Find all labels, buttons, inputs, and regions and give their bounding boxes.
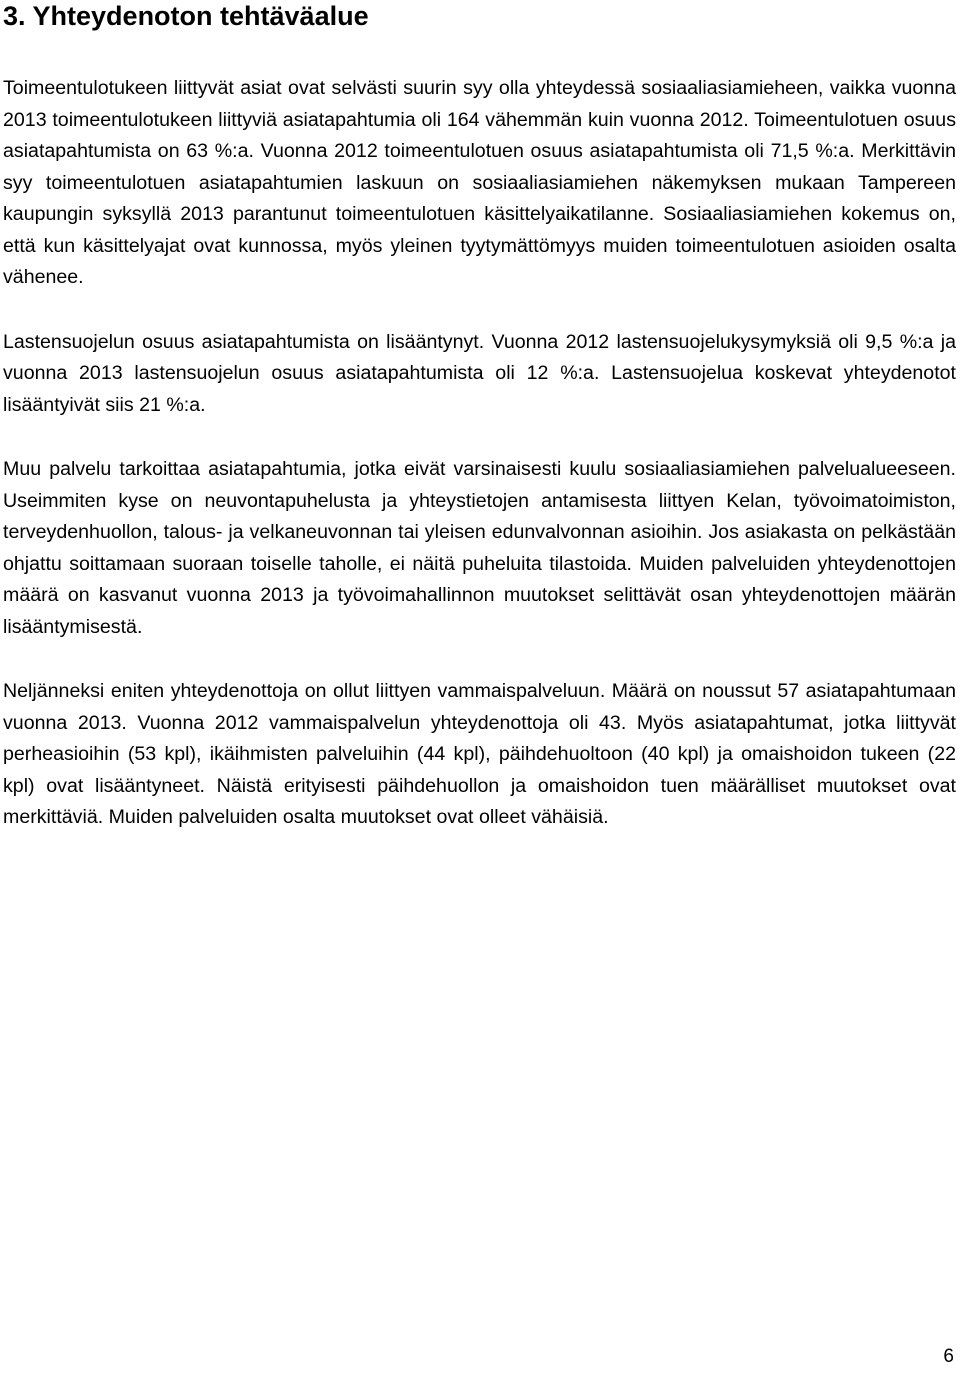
section-heading: 3. Yhteydenoton tehtäväalue (3, 1, 369, 31)
paragraph-lastensuojelu: Lastensuojelun osuus asiatapahtumista on lisääntynyt. Vuonna 2012 lastensuojelukysymyksiä oli 9,5 %:a ja vuonna 2013 lastensuojelun osuus asiatapahtumista oli 12 %:a. Lastensuojelua koskevat yhteydenotot lisääntyivät siis 21 %:a. (3, 330, 956, 416)
paragraph-muu-palvelu: Muu palvelu tarkoittaa asiatapahtumia, jotka eivät varsinaisesti kuulu sosiaaliasiamiehen palvelualueeseen. Useimmiten kyse on neuvontapuhelusta ja yhteystietojen antamisesta liittyen Kelan, työvoimatoimiston, terveydenhuollon, talous- ja velkaneuvonnan tai yleisen edunvalvonnan asioihin. Jos asiakasta on pelkästään ohjattu soittamaan suoraan toiselle taholle, ei näitä puheluita tilastoida. Muiden palveluiden yhteydenottojen määrä on kasvanut vuonna 2013 ja työvoimahallinnon muutokset selittävät osan yhteydenottojen määrän lisääntymisestä. (3, 458, 956, 638)
page-number: 6 (943, 1346, 954, 1367)
body-text (3, 73, 956, 867)
paragraph-vammaispalvelu: Neljänneksi eniten yhteydenottoja on ollut liittyen vammaispalveluun. Määrä on noussut 57 asiatapahtumaan vuonna 2013. Vuonna 2012 vammaispalvelun yhteydenottoja oli 43. Myös asiatapahtumat, jotka liittyvät perheasioihin (53 kpl), ikäihmisten palveluihin (44 kpl), päihdehuoltoon (40 kpl) ja omaishoidon tukeen (22 kpl) ovat lisääntyneet. Näistä erityisesti päihdehuollon ja omaishoidon tuen määrälliset muutokset ovat merkittäviä. Muiden palveluiden osalta muutokset ovat olleet vähäisiä. (3, 680, 956, 828)
paragraph-toimeentulotuki: Toimeentulotukeen liittyvät asiat ovat selvästi suurin syy olla yhteydessä sosiaaliasiamieheen, vaikka vuonna 2013 toimeentulotukeen liittyviä asiatapahtumia oli 164 vähemmän kuin vuonna 2012. Toimeentulotuen osuus asiatapahtumista on 63 %:a. Vuonna 2012 toimeentulotuen osuus asiatapahtumista oli 71,5 %:a. Merkittävin syy toimeentulotuen asiatapahtumien laskuun on sosiaaliasiamiehen näkemyksen mukaan Tampereen kaupungin syksyllä 2013 parantunut toimeentulotuen käsittelyaikatilanne. Sosiaaliasiamiehen kokemus on, että kun käsittelyajat ovat kunnossa, myös yleinen tyytymättömyys muiden toimeentulotuen asioiden osalta vähenee. (3, 77, 956, 288)
